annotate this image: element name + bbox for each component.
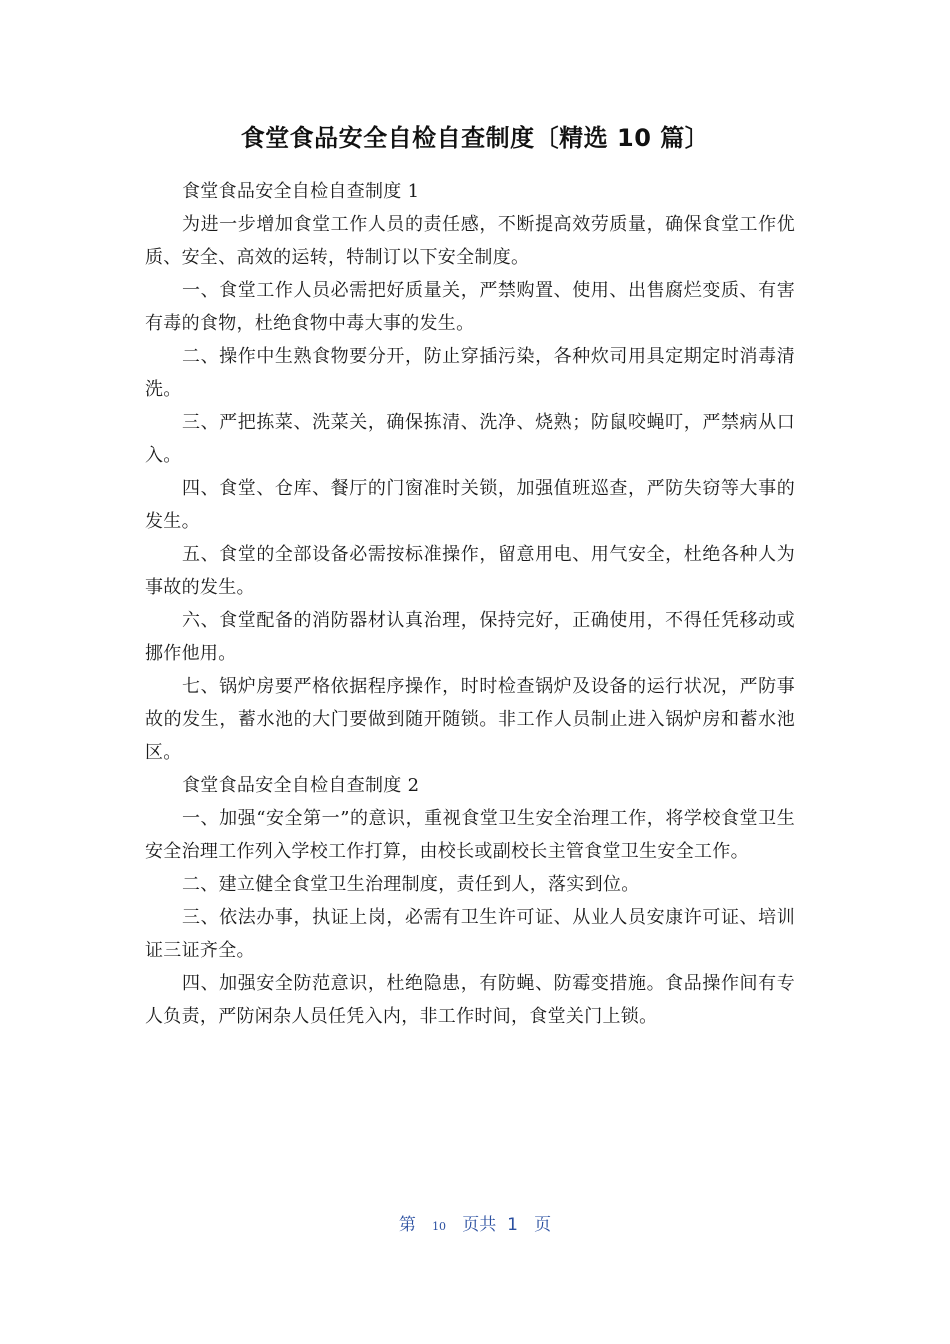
paragraph: 七、锅炉房要严格依据程序操作，时时检查锅炉及设备的运行状况，严防事故的发生，蓄水池的大门要做到随开随锁。非工作人员制止进入锅炉房和蓄水池区。 [145,676,795,763]
paragraph: 一、食堂工作人员必需把好质量关，严禁购置、使用、出售腐烂变质、有害有毒的食物，杜绝食物中毒大事的发生。 [145,280,795,334]
paragraph: 三、严把拣菜、洗菜关，确保拣清、洗净、烧熟；防鼠咬蝇叮，严禁病从口入。 [145,412,795,466]
paragraph: 为进一步增加食堂工作人员的责任感，不断提高效劳质量，确保食堂工作优质、安全、高效的运转，特制订以下安全制度。 [145,214,795,268]
paragraph: 五、食堂的全部设备必需按标准操作，留意用电、用气安全，杜绝各种人为事故的发生。 [145,544,795,598]
paragraph: 四、食堂、仓库、餐厅的门窗准时关锁，加强值班巡查，严防失窃等大事的发生。 [145,478,795,532]
document-title: 食堂食品安全自检自查制度〔精选 10 篇〕 [240,124,710,152]
paragraph: 六、食堂配备的消防器材认真治理，保持完好，正确使用，不得任凭移动或挪作他用。 [145,610,795,664]
paragraph: 四、加强安全防范意识，杜绝隐患，有防蝇、防霉变措施。食品操作间有专人负责，严防闲杂人员任凭入内，非工作时间，食堂关门上锁。 [145,973,795,1027]
section-heading: 食堂食品安全自检自查制度 1 [182,181,420,202]
paragraph: 一、加强“安全第一”的意识，重视食堂卫生安全治理工作，将学校食堂卫生安全治理工作列入学校工作打算，由校长或副校长主管食堂卫生安全工作。 [145,808,795,862]
page-footer [0,1210,950,1235]
footer-suffix: 页 [534,1215,552,1235]
paragraph: 二、建立健全食堂卫生治理制度，责任到人，落实到位。 [182,874,640,895]
paragraph: 三、依法办事，执证上岗，必需有卫生许可证、从业人员安康许可证、培训证三证齐全。 [145,907,795,961]
section-heading: 食堂食品安全自检自查制度 2 [182,775,420,796]
footer-prefix: 第 [398,1215,416,1235]
document-body [145,175,795,1033]
paragraph: 二、操作中生熟食物要分开，防止穿插污染，各种炊司用具定期定时消毒清洗。 [145,346,795,400]
footer-total-pages: 1 [507,1215,518,1235]
footer-page-number: 10 [432,1220,447,1233]
footer-middle: 页共 [462,1215,497,1235]
